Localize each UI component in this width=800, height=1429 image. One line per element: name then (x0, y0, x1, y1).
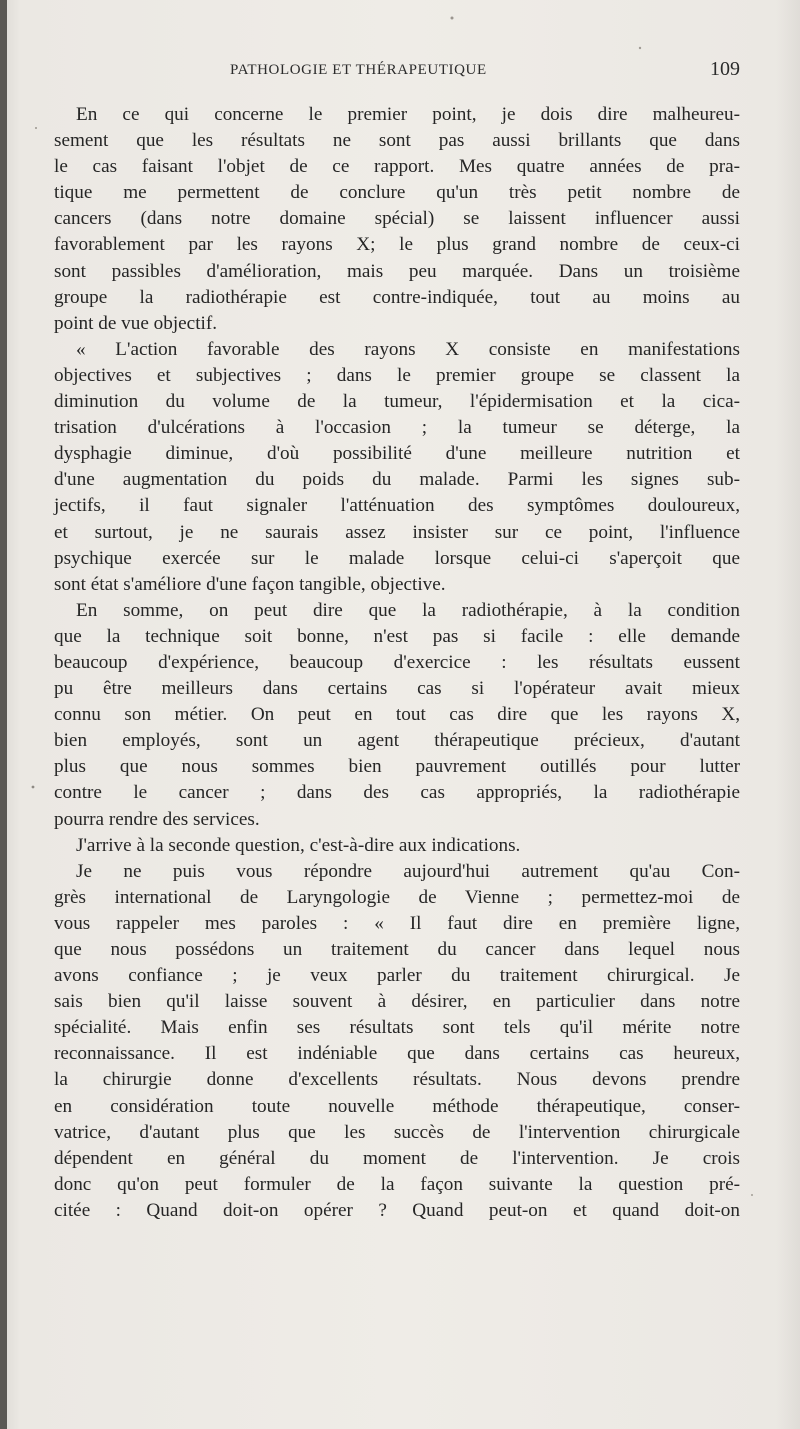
page-spine-shadow (0, 0, 7, 1429)
text-line: avons confiance ; je veux parler du traitement chirurgical. Je (54, 965, 740, 987)
text-line: beaucoup d'expérience, beaucoup d'exercice : les résultats eussent (54, 651, 740, 673)
text-line: sement que les résultats ne sont pas aussi brillants que dans (54, 130, 740, 152)
text-line: dysphagie diminue, d'où possibilité d'une meilleure nutrition et (54, 443, 740, 465)
text-line: que nous possédons un traitement du cancer dans lequel nous (54, 939, 740, 960)
text-line: sont état s'améliore d'une façon tangible, objective. (54, 573, 446, 595)
text-line: favorablement par les rayons X; le plus grand nombre de ceux-ci (54, 234, 740, 256)
page-header (30, 58, 740, 86)
text-line: pourra rendre des services. (54, 808, 260, 830)
body-text (54, 102, 740, 1224)
text-line: psychique exercée sur le malade lorsque celui-ci s'aperçoit que (54, 547, 740, 569)
text-line: contre le cancer ; dans des cas appropriés, la radiothérapie (54, 782, 740, 804)
text-line: sont passibles d'amélioration, mais peu marquée. Dans un troisième (54, 260, 740, 282)
text-line: En ce qui concerne le premier point, je dois dire malheureu- (76, 104, 740, 125)
text-line: le cas faisant l'objet de ce rapport. Mes quatre années de pra- (54, 156, 740, 178)
text-line: la chirurgie donne d'excellents résultats. Nous devons prendre (54, 1069, 740, 1091)
text-line: en considération toute nouvelle méthode thérapeutique, conser- (54, 1095, 740, 1117)
text-line: objectives et subjectives ; dans le premier groupe se classent la (54, 364, 740, 386)
text-line: tique me permettent de conclure qu'un très petit nombre de (54, 182, 740, 204)
text-line: cancers (dans notre domaine spécial) se laissent influencer aussi (54, 208, 740, 230)
text-line: vatrice, d'autant plus que les succès de l'intervention chirurgicale (54, 1121, 740, 1143)
text-line: reconnaissance. Il est indéniable que dans certains cas heureux, (54, 1043, 740, 1065)
text-line: dépendent en général du moment de l'intervention. Je crois (54, 1147, 740, 1169)
text-line: donc qu'on peut formuler de la façon suivante la question pré- (54, 1173, 740, 1195)
text-line: diminution du volume de la tumeur, l'épidermisation et la cica- (54, 391, 740, 413)
text-line: bien employés, sont un agent thérapeutique précieux, d'autant (54, 730, 740, 752)
text-line: grès international de Laryngologie de Vienne ; permettez-moi de (54, 886, 740, 908)
text-line: En somme, on peut dire que la radiothérapie, à la condition (76, 599, 740, 621)
text-line: « L'action favorable des rayons X consiste en manifestations (76, 338, 740, 360)
text-line: et surtout, je ne saurais assez insister sur ce point, l'influence (54, 521, 740, 543)
text-line: J'arrive à la seconde question, c'est-à-dire aux indications. (76, 834, 521, 856)
text-line: point de vue objectif. (54, 312, 218, 334)
text-line: Je ne puis vous répondre aujourd'hui autrement qu'au Con- (76, 860, 740, 882)
text-line: spécialité. Mais enfin ses résultats sont tels qu'il mérite notre (54, 1017, 740, 1039)
text-line: jectifs, il faut signaler l'atténuation des symptômes douloureux, (54, 495, 740, 517)
text-line: connu son métier. On peut en tout cas dire que les rayons X, (54, 704, 740, 726)
page-number: 109 (710, 58, 740, 80)
text-line: trisation d'ulcérations à l'occasion ; la tumeur se déterge, la (54, 417, 740, 439)
text-line: d'une augmentation du poids du malade. Parmi les signes sub- (54, 469, 740, 491)
text-line: pu être meilleurs dans certains cas si l'opérateur avait mieux (54, 678, 740, 700)
text-line: que la technique soit bonne, n'est pas si facile : elle demande (54, 625, 740, 647)
text-line: groupe la radiothérapie est contre-indiquée, tout au moins au (54, 286, 740, 308)
text-line: citée : Quand doit-on opérer ? Quand peut-on et quand doit-on (54, 1199, 740, 1221)
text-line: plus que nous sommes bien pauvrement outillés pour lutter (54, 756, 740, 778)
text-line: sais bien qu'il laisse souvent à désirer, en particulier dans notre (54, 991, 740, 1013)
text-line: vous rappeler mes paroles : « Il faut dire en première ligne, (54, 912, 740, 934)
running-title: PATHOLOGIE ET THÉRAPEUTIQUE (230, 62, 487, 78)
